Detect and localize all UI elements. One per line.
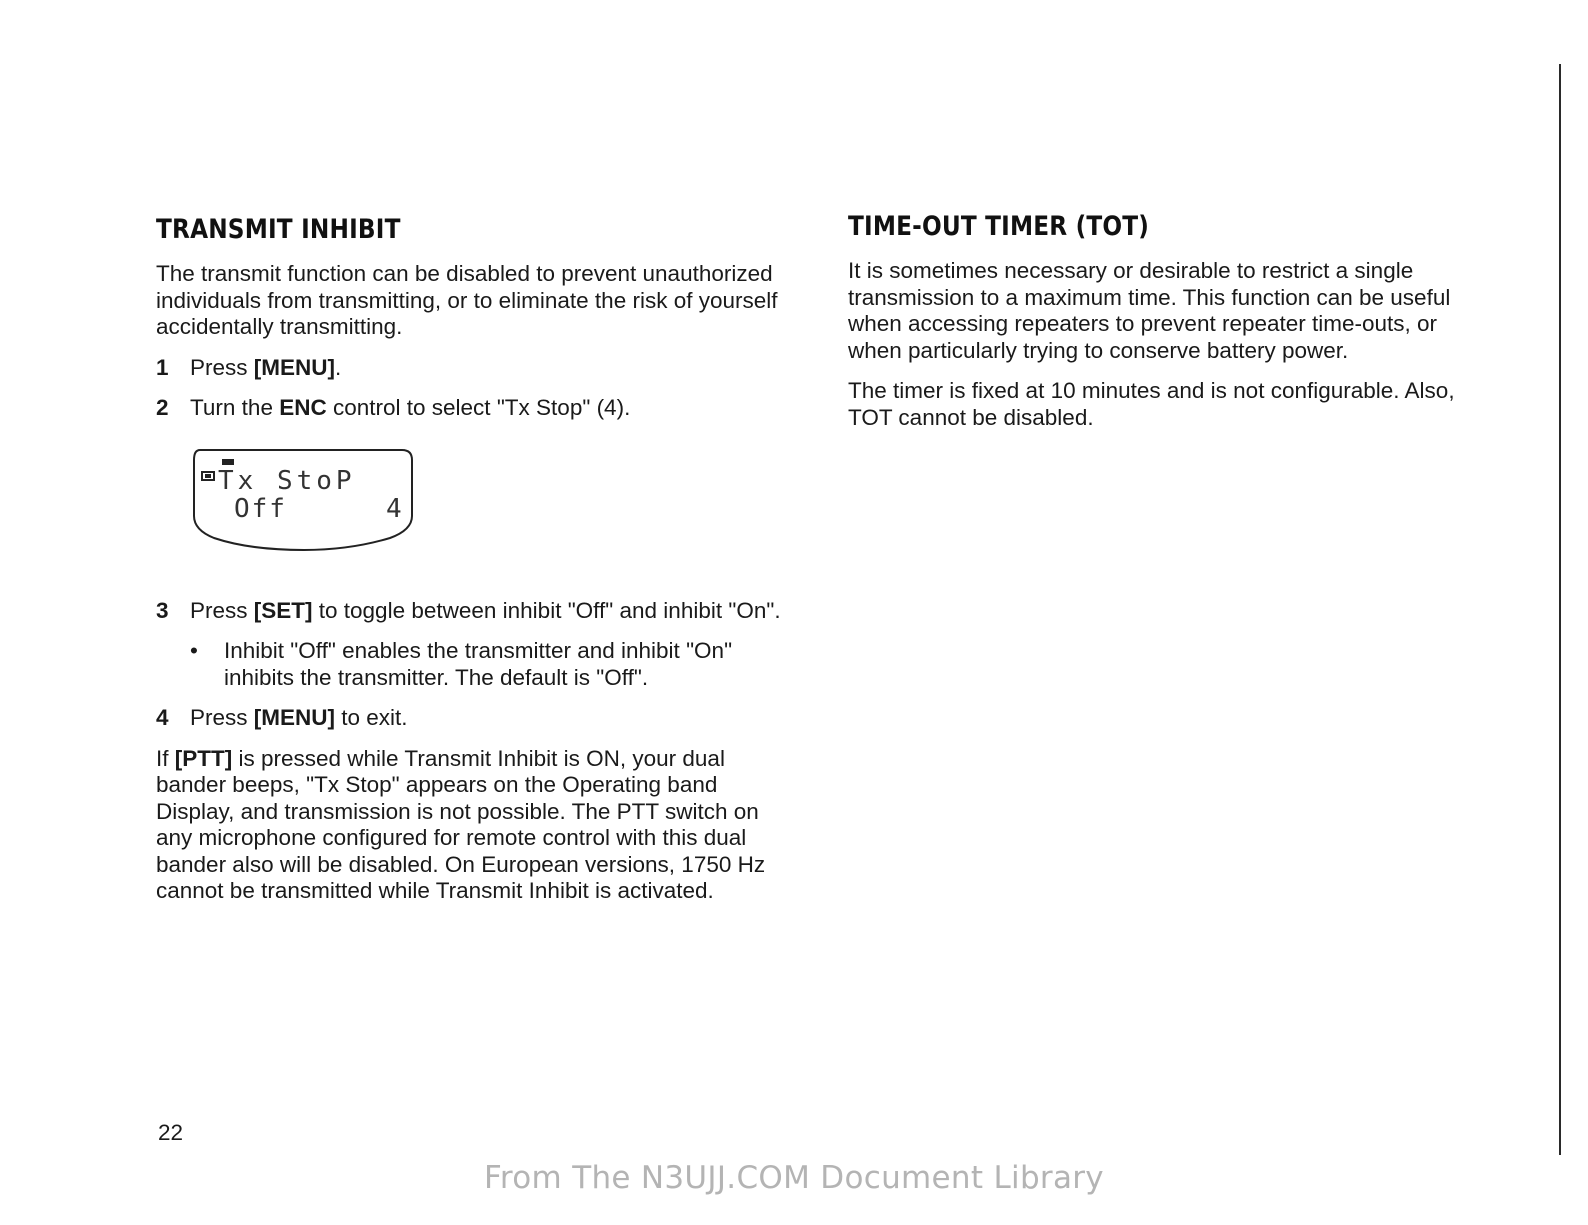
step-number: 2: [156, 395, 169, 420]
key-label: [MENU]: [253, 705, 335, 730]
key-label: [MENU]: [253, 354, 335, 380]
step-text-pre: Press: [190, 597, 254, 623]
bullet-text: Inhibit "Off" enables the transmitter and inhibit "On" inhibits the transmitter. The default is "Off".: [224, 638, 733, 690]
page-number: 22: [158, 1120, 184, 1145]
transmit-inhibit-section: [156, 214, 796, 919]
step-text: [190, 705, 796, 732]
step-text: [190, 395, 796, 422]
key-label-ptt: [PTT]: [174, 745, 233, 771]
step-2: [156, 395, 796, 422]
lcd-indicator-icon: [222, 459, 234, 465]
ptt-note: [156, 746, 796, 905]
step-text-post: .: [335, 354, 342, 380]
lcd-line-2: Off: [234, 493, 287, 524]
transmit-inhibit-intro: The transmit function can be disabled to prevent unauthorized individuals from transmitting, or to eliminate the risk of yourself accidentally transmitting.: [156, 261, 778, 339]
footer-credit: From The N3UJJ.COM Document Library: [484, 1160, 1104, 1196]
step-3: [156, 598, 796, 625]
lcd-line-1: Tx StoP: [218, 465, 356, 496]
step-4: [156, 705, 796, 732]
ptt-note-post: is pressed while Transmit Inhibit is ON, your dual bander beeps, "Tx Stop" appears on the Operating band Display, and transmission is not possible. The PTT switch on any microphone configured for remote control with this dual bander also will be disabled. On European versions, 1750 Hz cannot be transmitted while Transmit Inhibit is activated.: [156, 745, 766, 903]
tot-paragraph-2: The timer is fixed at 10 minutes and is not configurable. Also, TOT cannot be disabled.: [848, 378, 1455, 430]
page-edge-rule: [1559, 64, 1561, 1155]
step-number: 4: [156, 705, 169, 730]
step-text-pre: Press: [190, 705, 254, 730]
lcd-channel-number: 4: [386, 493, 402, 524]
key-label: [SET]: [253, 597, 313, 623]
section-title-tot: TIME-OUT TIMER (TOT): [848, 211, 1150, 242]
time-out-timer-section: [848, 211, 1488, 445]
step-text-post: to exit.: [335, 705, 408, 730]
step-1: [156, 355, 796, 382]
step-text: [190, 598, 796, 625]
lcd-display-illustration: [190, 446, 418, 554]
ptt-note-pre: If: [156, 745, 175, 771]
step-text-pre: Turn the: [190, 395, 280, 420]
step-number: 3: [156, 597, 169, 623]
section-title-transmit-inhibit: TRANSMIT INHIBIT: [156, 214, 401, 245]
key-label: ENC: [279, 395, 327, 420]
step-number: 1: [156, 354, 169, 380]
bullet-inhibit-note: [190, 638, 796, 691]
tot-paragraph-1: It is sometimes necessary or desirable to restrict a single transmission to a maximum time. This function can be useful when accessing repeaters to prevent repeater time-outs, or when particularly trying to conserve battery power.: [848, 258, 1451, 363]
bullet-dot: •: [190, 638, 198, 663]
step-text-pre: Press: [190, 354, 254, 380]
step-text-post: to toggle between inhibit "Off" and inhibit "On".: [312, 597, 781, 623]
lcd-outline: [190, 446, 418, 554]
step-text-post: control to select "Tx Stop" (4).: [326, 395, 631, 420]
step-text: [190, 355, 796, 382]
